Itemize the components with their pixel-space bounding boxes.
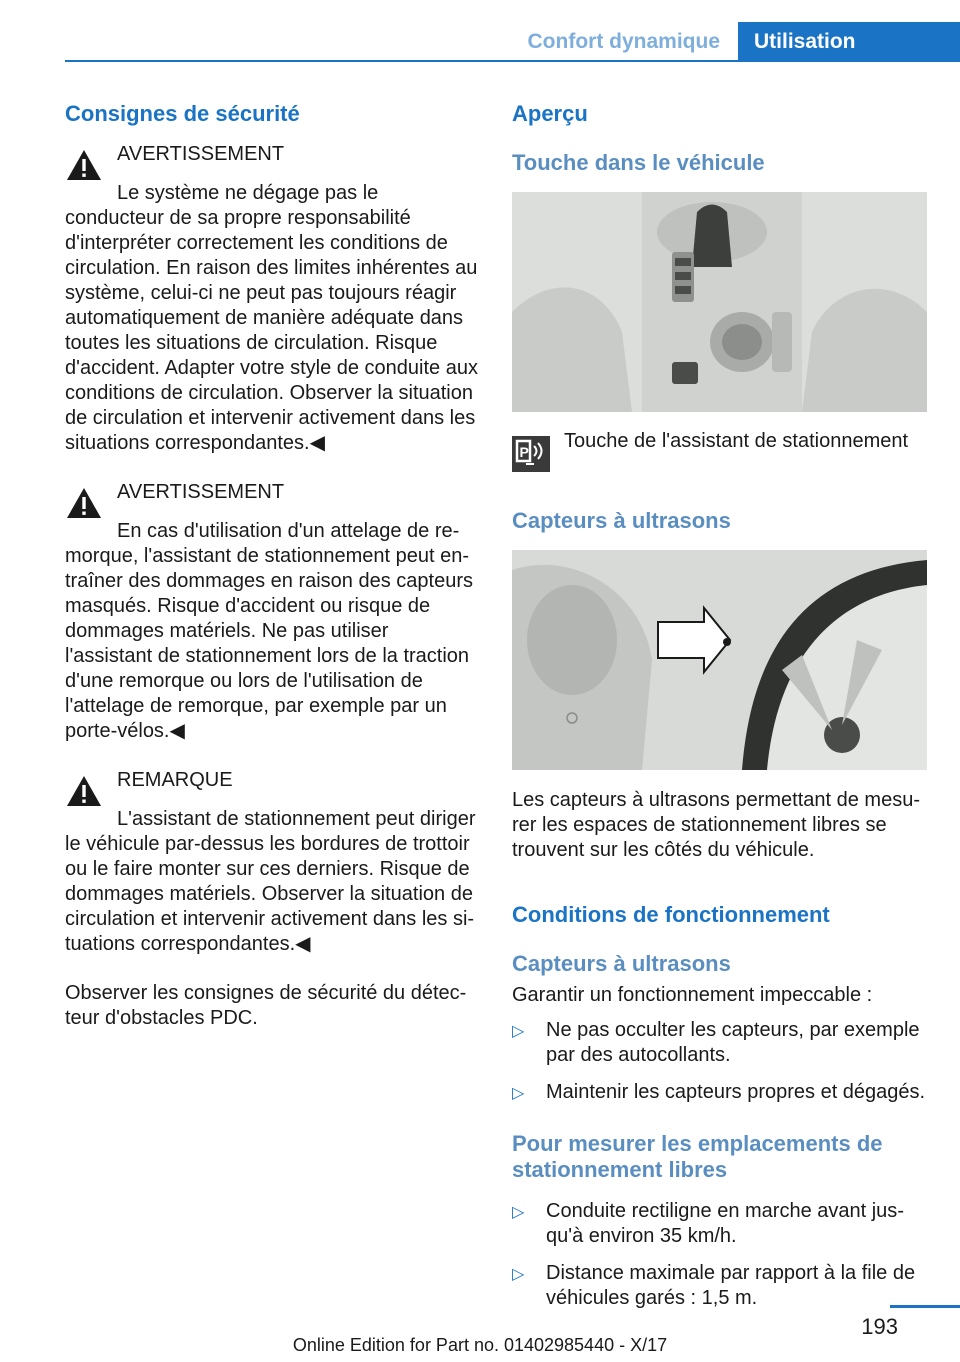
warning-triangle-icon xyxy=(65,148,103,182)
bullet-triangle-icon: ▷ xyxy=(512,1204,525,1221)
edition-footer: Online Edition for Part no. 01402985440 - X/17 xyxy=(292,1335,668,1355)
button-caption: Touche de l'assistant de stationnement xyxy=(564,430,909,452)
conditions-intro: Garantir un fonctionnement impeccable : xyxy=(512,984,873,1006)
list-item: ▷ Ne pas occulter les capteurs, par exemple par des autocollants. xyxy=(512,1019,920,1066)
list-item: ▷ Distance maximale par rapport à la file de véhicules garés : 1,5 m. xyxy=(512,1262,916,1309)
tab-confort-dynamique[interactable]: Confort dynamique xyxy=(527,30,720,53)
section-heading-overview: Aperçu xyxy=(512,101,588,126)
warning-text: Le système ne dégage pas le conducteur de sa propre responsabilité d'interpréter correctement les conditions de circulation. En raison des limites inhérentes au système, celui-ci ne peut pas toujours réagir automatiquement de manière adéquate dans toutes les situations de circulation. Risque d'accident. Adapter votre style de conduite aux conditions de circulation. Observer la situation de circulation et intervenir activement dans les situations correspondantes.◀ xyxy=(65,182,478,454)
subheading-button: Touche dans le véhicule xyxy=(512,150,765,175)
header-rule xyxy=(65,60,960,62)
bullet-triangle-icon: ▷ xyxy=(512,1085,525,1102)
warning-title: AVERTISSEMENT xyxy=(117,481,285,503)
warning-block-1 xyxy=(65,142,480,456)
notice-title: REMARQUE xyxy=(117,769,233,791)
bullet-triangle-icon: ▷ xyxy=(512,1023,525,1040)
list-item: ▷ Conduite rectiligne en marche avant jusqu'à environ 35 km/h. xyxy=(512,1200,904,1247)
pdc-reference-text: Observer les consignes de sécurité du détecteur d'obstacles PDC. xyxy=(65,982,467,1029)
warning-text: En cas d'utilisation d'un attelage de remorque, l'assistant de stationnement peut entraîner des dommages en raison des capteurs masqués. Risque d'accident ou risque de dommages matériels. Ne pas utiliser l'assistant de stationnement lors de la traction d'une remorque ou lors de l'utilisation de l'attelage de remorque, par exemple par un porte-vélos.◀ xyxy=(65,520,473,742)
page-header xyxy=(65,22,960,62)
section-heading-safety: Consignes de sécurité xyxy=(65,101,300,126)
svg-text:P: P xyxy=(519,444,529,460)
parking-assistant-button-icon xyxy=(512,436,550,472)
tab-utilisation[interactable]: Utilisation xyxy=(738,22,960,62)
footer-rule xyxy=(890,1305,960,1308)
warning-triangle-icon xyxy=(65,486,103,520)
subheading-measure: Pour mesurer les emplacements de stationnement libres xyxy=(512,1131,883,1182)
bullet-triangle-icon: ▷ xyxy=(512,1266,525,1283)
sensors-description: Les capteurs à ultrasons permettant de mesurer les espaces de stationnement libres se trouvent sur les côtés du véhicule. xyxy=(512,789,920,861)
notice-text: L'assistant de stationnement peut diriger le véhicule par-dessus les bordures de trottoir ou le faire monter sur ces derniers. Risque de dommages matériels. Observer la situation de circulation et intervenir activement dans les situations correspondantes.◀ xyxy=(65,808,476,955)
right-column xyxy=(512,100,930,1323)
left-column xyxy=(65,100,480,1031)
sensor-bullets xyxy=(512,1018,930,1105)
notice-block xyxy=(65,768,480,957)
page-number: 193 xyxy=(861,1314,898,1339)
subheading-ultrasonic: Capteurs à ultrasons xyxy=(512,951,731,976)
console-photo xyxy=(512,192,927,412)
warning-triangle-icon xyxy=(65,774,103,808)
sensor-photo xyxy=(512,550,927,770)
parking-button-legend xyxy=(512,430,930,472)
warning-title: AVERTISSEMENT xyxy=(117,143,285,165)
measure-bullets xyxy=(512,1199,930,1311)
subheading-sensors: Capteurs à ultrasons xyxy=(512,508,731,533)
warning-block-2 xyxy=(65,480,480,744)
section-heading-conditions: Conditions de fonctionnement xyxy=(512,902,830,927)
list-item: ▷ Maintenir les capteurs propres et dégagés. xyxy=(512,1080,930,1105)
